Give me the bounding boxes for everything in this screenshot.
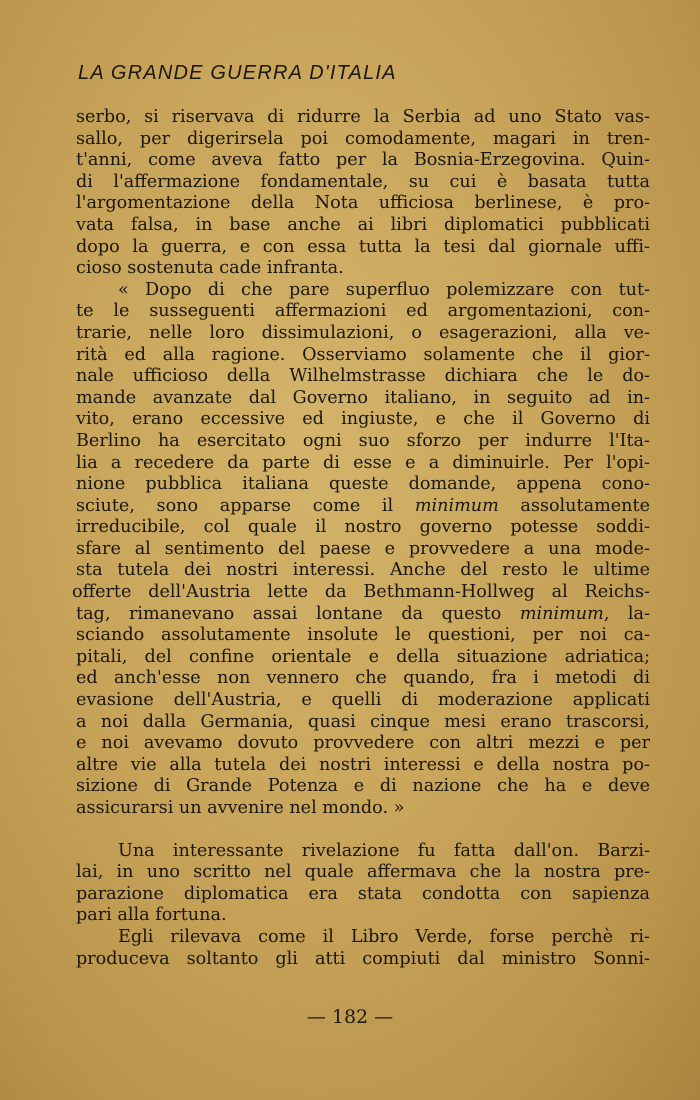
text-line: nale ufficioso della Wilhelmstrasse dichiara che le do-	[76, 366, 650, 387]
text-line: irreducibile, col quale il nostro governo potesse soddi-	[76, 517, 650, 538]
text-line: sciando assolutamente insolute le questioni, per noi ca-	[76, 625, 650, 646]
text-line: lia a recedere da parte di esse e a diminuirle. Per l'opi-	[76, 452, 650, 473]
text-line: assicurarsi un avvenire nel mondo. »	[76, 798, 405, 818]
text-line: sizione di Grande Potenza e di nazione che ha e deve	[76, 776, 650, 797]
text-line: sfare al sentimento del paese e provvedere a una mode-	[76, 538, 650, 559]
text-line: tag, rimanevano assai lontane da questo minimum, la-	[76, 603, 650, 624]
paragraph-barzilai	[76, 841, 650, 927]
running-title: LA GRANDE GUERRA D'ITALIA	[78, 62, 397, 84]
text-line: sallo, per digerirsela poi comodamente, magari in tren-	[76, 128, 650, 149]
text-line: dopo la guerra, e con essa tutta la tesi dal giornale uffi-	[76, 236, 650, 257]
text-line: te le susseguenti affermazioni ed argomentazioni, con-	[76, 301, 650, 322]
text-line: ed anch'esse non vennero che quando, fra i metodi di	[76, 668, 650, 689]
text-line: vata falsa, in base anche ai libri diplomatici pubblicati	[76, 214, 650, 235]
paragraph-quotation	[72, 279, 650, 820]
paragraph-continuation	[76, 107, 650, 280]
text-line: pitali, del confine orientale e della situazione adriatica;	[76, 646, 650, 667]
text-line: rità ed alla ragione. Osserviamo solamente che il gior-	[76, 344, 650, 365]
paragraph-libro-verde	[76, 927, 650, 970]
text-line: pari alla fortuna.	[76, 905, 227, 926]
text-line: cioso sostenuta cade infranta.	[76, 258, 344, 279]
text-line: di l'affermazione fondamentale, su cui è basata tutta	[76, 171, 650, 192]
text-line: Una interessante rivelazione fu fatta dall'on. Barzi-	[118, 840, 650, 861]
text-line: nione pubblica italiana queste domande, appena cono-	[76, 474, 650, 495]
text-line: serbo, si riservava di ridurre la Serbia ad uno Stato vas-	[76, 107, 650, 127]
text-line: t'anni, come aveva fatto per la Bosnia-Erzegovina. Quin-	[76, 150, 650, 171]
text-line: offerte dell'Austria lette da Bethmann-Hollweg al Reichs-	[72, 582, 650, 603]
page-number: — 182 —	[306, 1006, 394, 1028]
text-line: sta tutela dei nostri interessi. Anche del resto le ultime	[76, 560, 650, 581]
text-line: evasione dell'Austria, e quelli di moderazione applicati	[76, 690, 650, 711]
text-line: altre vie alla tutela dei nostri interessi e della nostra po-	[76, 754, 650, 775]
text-line: Berlino ha esercitato ogni suo sforzo per indurre l'Ita-	[76, 430, 650, 451]
text-line: sciute, sono apparse come il minimum assolutamente	[76, 495, 650, 516]
body-text	[72, 107, 650, 970]
text-line: trarie, nelle loro dissimulazioni, o esagerazioni, alla ve-	[76, 322, 650, 343]
text-line: produceva soltanto gli atti compiuti dal ministro Sonni-	[76, 948, 650, 969]
text-line: vito, erano eccessive ed ingiuste, e che il Governo di	[76, 409, 650, 430]
text-line: mande avanzate dal Governo italiano, in seguito ad in-	[76, 387, 650, 408]
text-line: parazione diplomatica era stata condotta con sapienza	[76, 883, 650, 904]
text-line: e noi avevamo dovuto provvedere con altri mezzi e per	[76, 733, 650, 754]
text-line: lai, in uno scritto nel quale affermava che la nostra pre-	[76, 862, 650, 883]
text-line: « Dopo di che pare superfluo polemizzare con tut-	[118, 279, 650, 300]
text-line: Egli rilevava come il Libro Verde, forse perchè ri-	[118, 926, 650, 947]
text-line: a noi dalla Germania, quasi cinque mesi erano trascorsi,	[76, 711, 650, 732]
text-line: l'argomentazione della Nota ufficiosa berlinese, è pro-	[76, 193, 650, 214]
